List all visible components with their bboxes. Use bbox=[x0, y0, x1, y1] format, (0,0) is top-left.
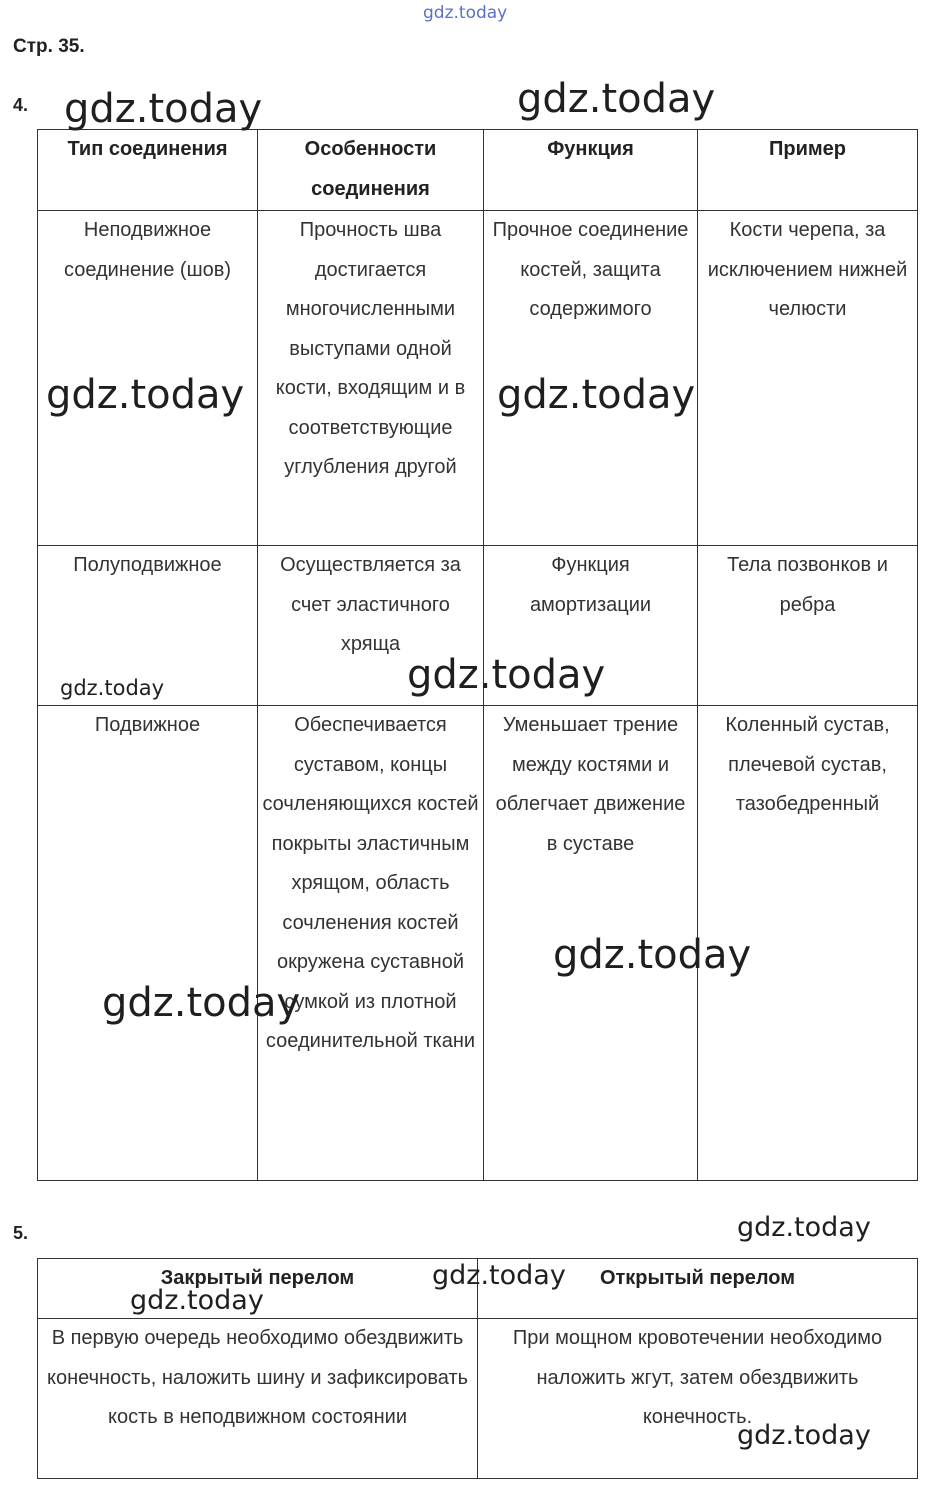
watermark: gdz.today bbox=[407, 652, 606, 698]
table-header-row bbox=[38, 130, 918, 211]
watermark: gdz.today bbox=[60, 676, 165, 700]
cell-example: Кости черепа, за исключением нижней челюсти bbox=[698, 211, 918, 546]
header-open-fracture: Открытый перелом bbox=[478, 1259, 918, 1319]
cell-features: Обеспечивается суставом, концы сочленяющихся костей покрыты эластичным хрящом, область сочленения костей окружена суставной сумкой из плотной соединительной ткани bbox=[258, 706, 484, 1181]
cell-example: Коленный сустав, плечевой сустав, тазобедренный bbox=[698, 706, 918, 1181]
cell-open-fracture-care: При мощном кровотечении необходимо наложить жгут, затем обездвижить конечность. bbox=[478, 1319, 918, 1479]
cell-features: Осуществляется за счет эластичного хряща bbox=[258, 546, 484, 706]
header-connection-features: Особенности соединения bbox=[258, 130, 484, 211]
table-header-row bbox=[38, 1259, 918, 1319]
cell-features: Прочность шва достигается многочисленными выступами одной кости, входящим и в соответствующие углубления другой bbox=[258, 211, 484, 546]
cell-function: Прочное соединение костей, защита содержимого bbox=[484, 211, 698, 546]
cell-closed-fracture-care: В первую очередь необходимо обездвижить конечность, наложить шину и зафиксировать кость в неподвижном состоянии bbox=[38, 1319, 478, 1479]
task-4-table bbox=[37, 129, 918, 1181]
cell-function: Функция амортизации bbox=[484, 546, 698, 706]
watermark: gdz.today bbox=[46, 372, 245, 418]
table-row bbox=[38, 706, 918, 1181]
watermark: gdz.today bbox=[497, 372, 696, 418]
table-row bbox=[38, 1319, 918, 1479]
cell-example: Тела позвонков и ребра bbox=[698, 546, 918, 706]
cell-type: Подвижное bbox=[38, 706, 258, 1181]
watermark-top: gdz.today bbox=[423, 3, 508, 23]
task-5-table bbox=[37, 1258, 918, 1479]
watermark: gdz.today bbox=[517, 76, 716, 122]
table-row bbox=[38, 211, 918, 546]
header-function: Функция bbox=[484, 130, 698, 211]
cell-function: Уменьшает трение между костями и облегчает движение в суставе bbox=[484, 706, 698, 1181]
header-closed-fracture: Закрытый перелом bbox=[38, 1259, 478, 1319]
task-5-number: 5. bbox=[13, 1223, 29, 1243]
watermark: gdz.today bbox=[553, 932, 752, 978]
header-connection-type: Тип соединения bbox=[38, 130, 258, 211]
watermark: gdz.today bbox=[737, 1420, 871, 1451]
cell-type: Полуподвижное bbox=[38, 546, 258, 706]
watermark: gdz.today bbox=[130, 1285, 264, 1316]
header-example: Пример bbox=[698, 130, 918, 211]
watermark: gdz.today bbox=[102, 980, 301, 1026]
table-row bbox=[38, 546, 918, 706]
page-header: Стр. 35. bbox=[13, 36, 85, 57]
cell-type: Неподвижное соединение (шов) bbox=[38, 211, 258, 546]
watermark: gdz.today bbox=[737, 1212, 871, 1243]
task-4-number: 4. bbox=[13, 95, 29, 115]
watermark: gdz.today bbox=[64, 86, 263, 132]
watermark: gdz.today bbox=[432, 1260, 566, 1291]
